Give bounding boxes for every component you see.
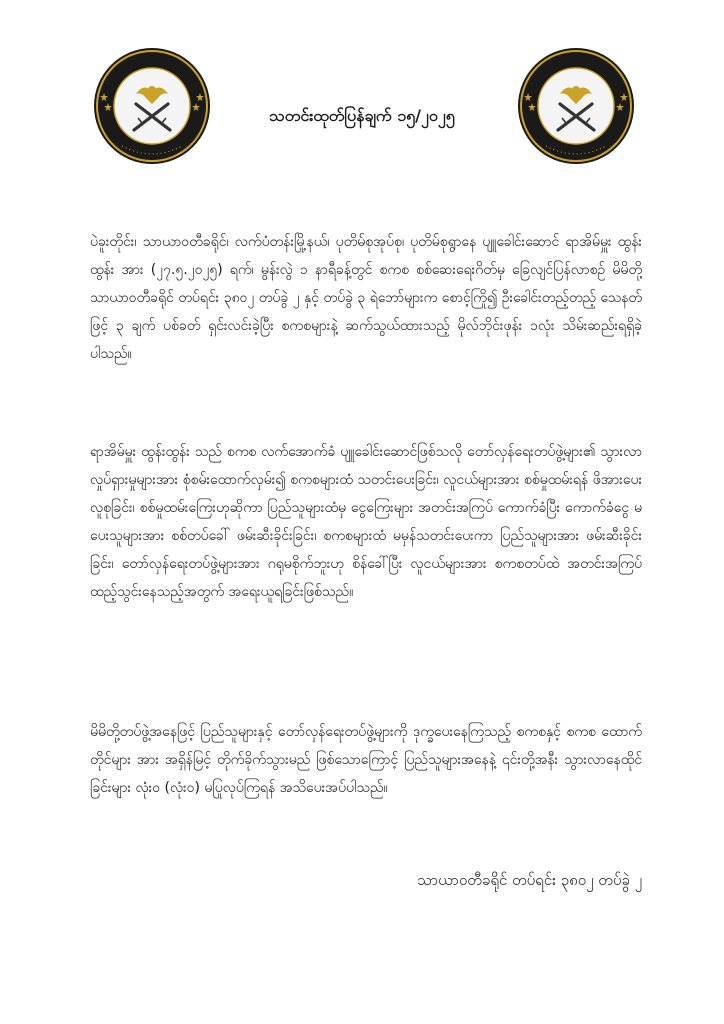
paragraph-incident: ပဲခူးတိုင်း၊ သာယာဝတီခရိုင်၊ လက်ပံတန်းမြို့နယ်၊ ပုတိမ်စုအုပ်စု၊ ပုတိမ်စုရွာနေ ပျူခေါင်းဆောင် ရာအိမ်မှူး ထွန်းထွန်း အား (၂၇.၅.၂၀၂၅) ရက်၊ မွန်းလွဲ ၁ နာရီခန့်တွင် စကစ စစ်ဆေးရေးဂိတ်မှ ခြေလျင်ပြန်လာစဉ် မိမိတို့ သာယာဝတီခရိုင် တပ်ရင်း ၃၈၀၂ တပ်ခွဲ ၂ နှင့် တပ်ခွဲ ၃ ရဲဘော်များက စောင့်ကြို၍ ဦးခေါင်းတည့်တည့် သေနတ်ဖြင့် ၃ ချက် ပစ်ခတ် ရှင်းလင်းခဲ့ပြီး စကစများနဲ့ ဆက်သွယ်ထားသည့် မိုလ်ဘိုင်းဖုန်း ၁လုံး သိမ်းဆည်းရရှိခဲ့ပါသည်။ — [90, 234, 642, 362]
unit-emblem-left — [92, 46, 212, 166]
statement-title: သတင်းထုတ်ပြန်ချက် ၁၅/၂၀၂၅ — [269, 105, 455, 125]
paragraph-reasons: ရာအိမ်မှူး ထွန်းထွန်း သည် စကစ လက်အောက်ခံ ပျူခေါင်းဆောင်ဖြစ်သလို တော်လှန်ရေးတပ်ဖွဲ့များ၏ သွားလာလှုပ်ရှားမှုများအား စုံစမ်းထောက်လှမ်း၍ စကစများထံ သတင်းပေးခြင်း၊ လူငယ်များအား စစ်မှုထမ်းရန် ဖိအားပေးလူစုခြင်း၊ စစ်မှုထမ်းကြေးဟုဆိုကာ ပြည်သူများထံမှ ငွေကြေးများ အတင်းအကြပ် ကောက်ခံပြီး ကောက်ခံငွေ မပေးသူများအား စစ်တပ်ခေါ် ဖမ်းဆီးခိုင်းခြင်း၊ စကစများထံ မမှန်သတင်းပေးကာ ပြည်သူများအား ဖမ်းဆီးခိုင်းခြင်း၊ တော်လှန်ရေးတပ်ဖွဲ့များအား ဂရုမစိုက်ဘူးဟု စိန်ခေါ်ပြီး လူငယ်များအား စကစတပ်ထဲ အတင်းအကြပ် ထည့်သွင်းနေသည့်အတွက် အရေးယူရခြင်းဖြစ်သည်။ — [90, 444, 642, 600]
paragraph-warning: မိမိတို့တပ်ဖွဲ့အနေဖြင့် ပြည်သူများနှင့် တော်လှန်ရေးတပ်ဖွဲ့များကို ဒုက္ခပေးနေကြသည့် စကစနှင့် စကစ ထောက်တိုင်များ အား အရှိန်မြင့် တိုက်ခိုက်သွားမည် ဖြစ်သောကြောင့် ပြည်သူများအနေနဲ့ ၎င်းတို့အနီး သွားလာနေထိုင် ခြင်းများ လုံးဝ (လုံးဝ) မပြုလုပ်ကြရန် အသိပေးအပ်ပါသည်။ — [90, 724, 642, 796]
emblem-inner-disc — [538, 68, 614, 144]
emblem-inner-disc — [114, 68, 190, 144]
unit-emblem-right — [516, 46, 636, 166]
signature-unit: သာယာဝတီခရိုင် တပ်ရင်း ၃၈၀၂ တပ်ခွဲ ၂ — [417, 871, 642, 889]
